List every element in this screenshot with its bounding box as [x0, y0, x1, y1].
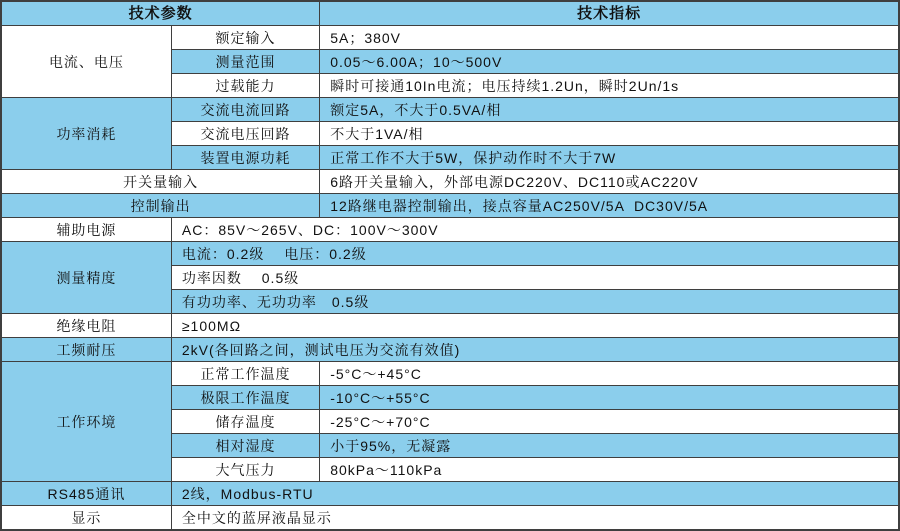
value-device-power: 正常工作不大于5W，保护动作时不大于7W: [320, 146, 899, 170]
group-accuracy: 测量精度: [1, 242, 171, 314]
label-switch-input: 开关量输入: [1, 170, 320, 194]
value-accuracy-active-reactive: 有功功率、无功功率 0.5级: [171, 290, 899, 314]
label-limit-temp: 极限工作温度: [171, 386, 319, 410]
label-device-power: 装置电源功耗: [171, 146, 319, 170]
value-ac-voltage-circuit: 不大于1VA/相: [320, 122, 899, 146]
group-current-voltage: 电流、电压: [1, 26, 171, 98]
value-normal-temp: -5°C～+45°C: [320, 362, 899, 386]
label-storage-temp: 储存温度: [171, 410, 319, 434]
group-power-consumption: 功率消耗: [1, 98, 171, 170]
label-ac-current-circuit: 交流电流回路: [171, 98, 319, 122]
value-storage-temp: -25°C～+70°C: [320, 410, 899, 434]
value-pressure: 80kPa～110kPa: [320, 458, 899, 482]
value-ac-current-circuit: 额定5A，不大于0.5VA/相: [320, 98, 899, 122]
label-control-output: 控制输出: [1, 194, 320, 218]
value-measure-range: 0.05～6.00A；10～500V: [320, 50, 899, 74]
value-display: 全中文的蓝屏液晶显示: [171, 506, 899, 531]
value-withstand-voltage: 2kV(各回路之间，测试电压为交流有效值): [171, 338, 899, 362]
value-insulation-resistance: ≥100MΩ: [171, 314, 899, 338]
label-rs485: RS485通讯: [1, 482, 171, 506]
label-withstand-voltage: 工频耐压: [1, 338, 171, 362]
label-overload: 过载能力: [171, 74, 319, 98]
label-measure-range: 测量范围: [171, 50, 319, 74]
value-switch-input: 6路开关量输入，外部电源DC220V、DC110或AC220V: [320, 170, 899, 194]
label-display: 显示: [1, 506, 171, 531]
label-insulation-resistance: 绝缘电阻: [1, 314, 171, 338]
group-environment: 工作环境: [1, 362, 171, 482]
value-overload: 瞬时可接通10In电流；电压持续1.2Un，瞬时2Un/1s: [320, 74, 899, 98]
value-control-output: 12路继电器控制输出，接点容量AC250V/5A DC30V/5A: [320, 194, 899, 218]
label-pressure: 大气压力: [171, 458, 319, 482]
header-tech-specs: 技术指标: [320, 1, 899, 26]
label-rated-input: 额定输入: [171, 26, 319, 50]
value-limit-temp: -10°C～+55°C: [320, 386, 899, 410]
value-rs485: 2线，Modbus-RTU: [171, 482, 899, 506]
label-aux-power: 辅助电源: [1, 218, 171, 242]
label-normal-temp: 正常工作温度: [171, 362, 319, 386]
value-humidity: 小于95%，无凝露: [320, 434, 899, 458]
value-accuracy-current-voltage: 电流：0.2级 电压：0.2级: [171, 242, 899, 266]
label-humidity: 相对湿度: [171, 434, 319, 458]
value-rated-input: 5A；380V: [320, 26, 899, 50]
header-tech-params: 技术参数: [1, 1, 320, 26]
label-ac-voltage-circuit: 交流电压回路: [171, 122, 319, 146]
value-accuracy-power-factor: 功率因数 0.5级: [171, 266, 899, 290]
value-aux-power: AC：85V～265V、DC：100V～300V: [171, 218, 899, 242]
